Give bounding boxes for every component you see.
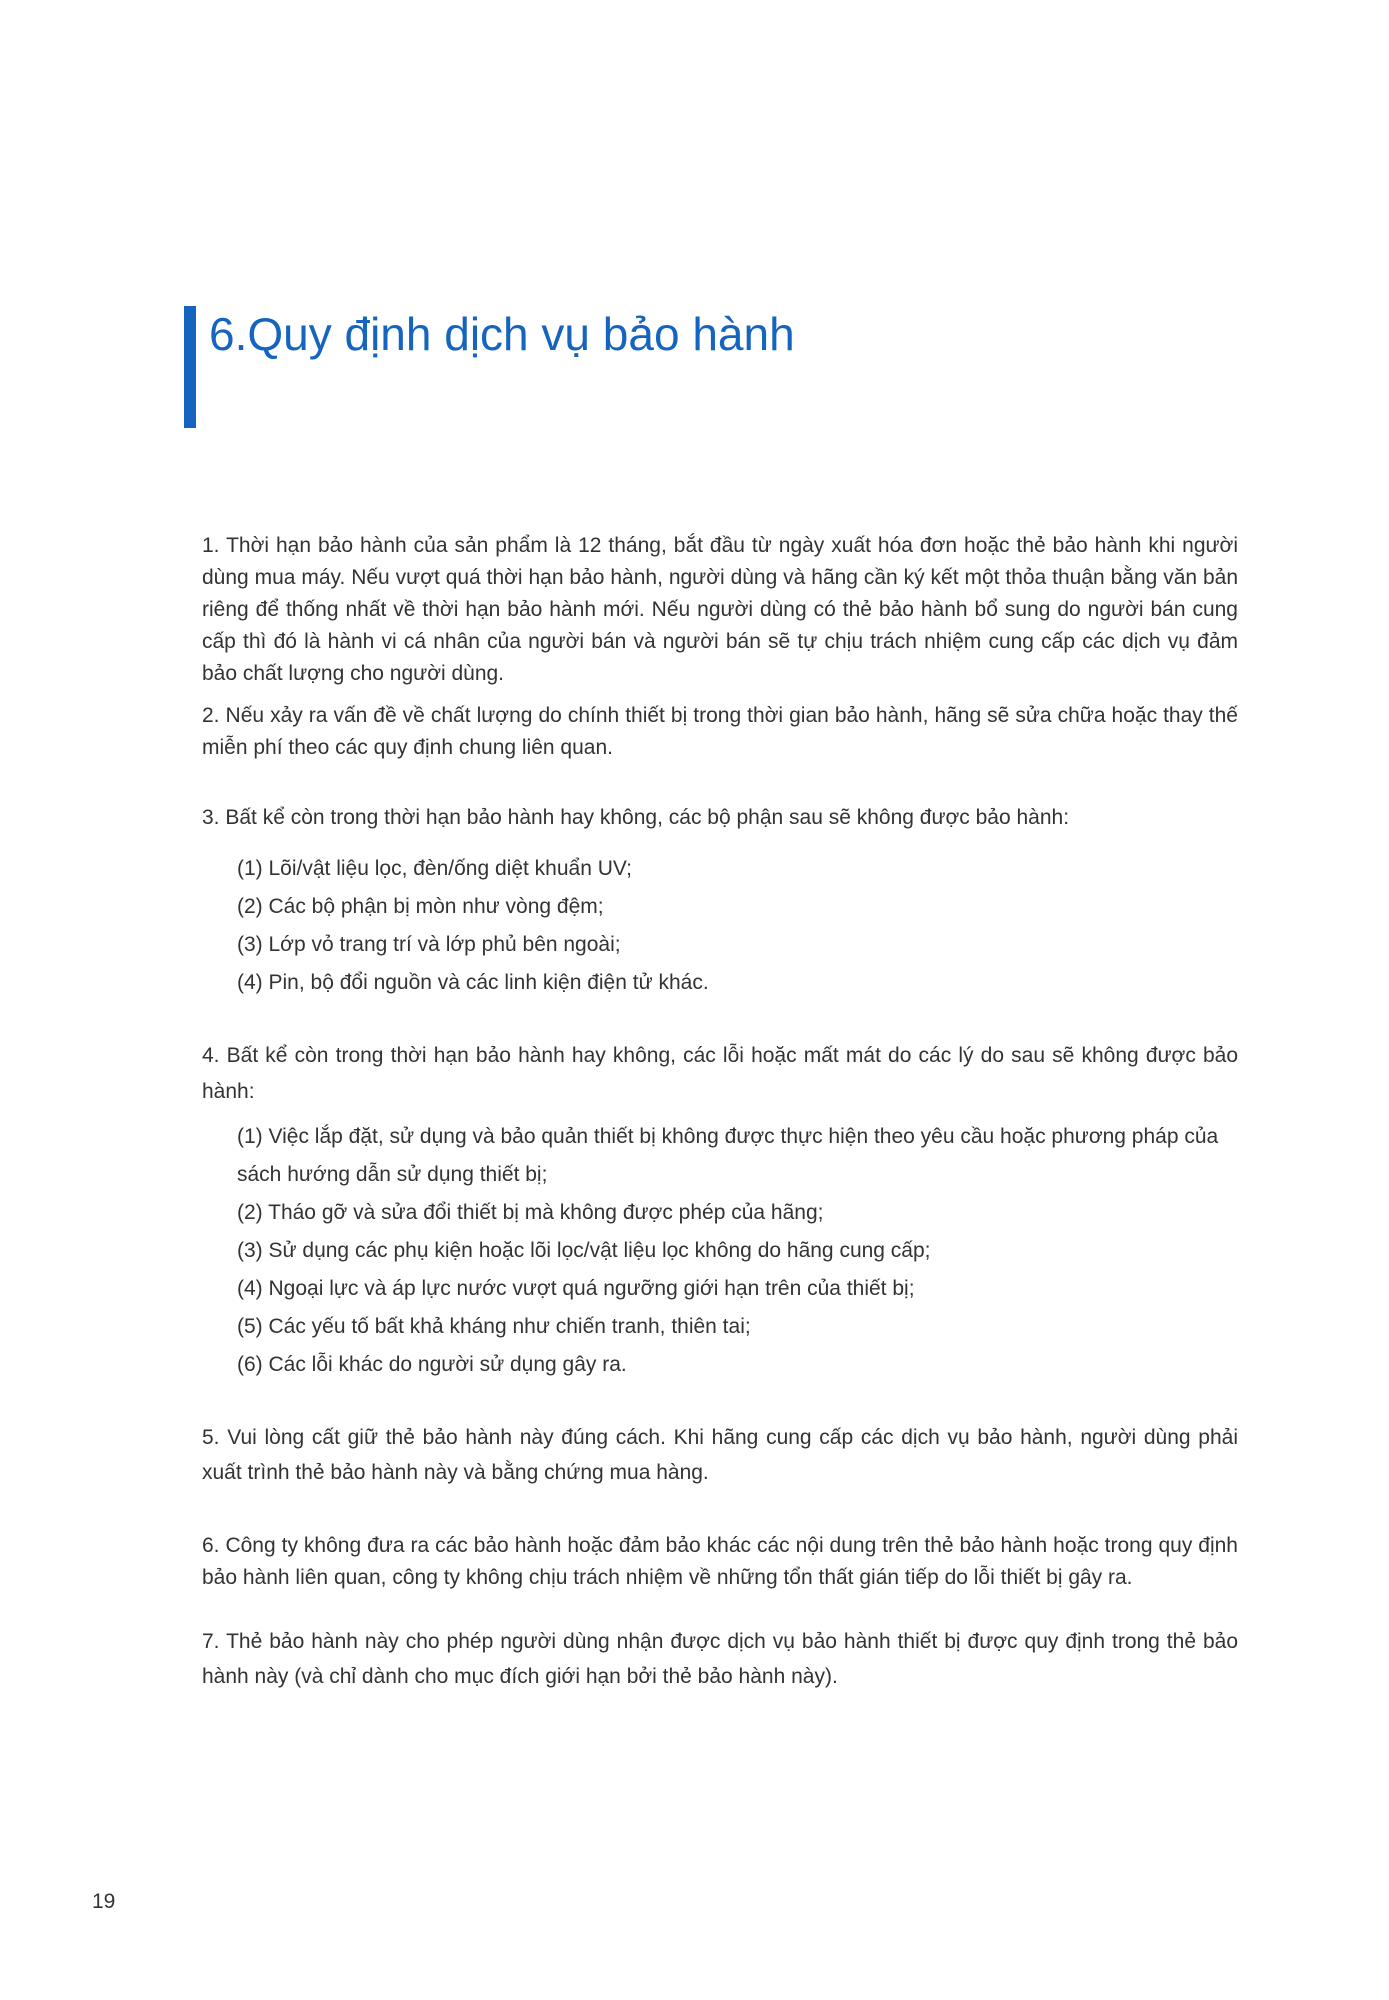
clause-3-list <box>202 850 1238 1002</box>
list-item: (1) Lõi/vật liệu lọc, đèn/ống diệt khuẩn UV; <box>237 857 632 880</box>
list-item: (4) Pin, bộ đổi nguồn và các linh kiện điện tử khác. <box>237 971 709 994</box>
list-item: (4) Ngoại lực và áp lực nước vượt quá ngưỡng giới hạn trên của thiết bị; <box>237 1277 915 1300</box>
page-number: 19 <box>92 1890 116 1913</box>
list-item: (3) Lớp vỏ trang trí và lớp phủ bên ngoài; <box>237 933 621 956</box>
clause-6: 6. Công ty không đưa ra các bảo hành hoặc đảm bảo khác các nội dung trên thẻ bảo hành hoặc trong quy định bảo hành liên quan, công ty không chịu trách nhiệm về những tổn thất gián tiếp do lỗi thiết bị gây ra. <box>202 1534 1238 1589</box>
list-item: (5) Các yếu tố bất khả kháng như chiến tranh, thiên tai; <box>237 1315 751 1338</box>
clause-4-list <box>202 1118 1238 1384</box>
clause-5: 5. Vui lòng cất giữ thẻ bảo hành này đúng cách. Khi hãng cung cấp các dịch vụ bảo hành, người dùng phải xuất trình thẻ bảo hành này và bằng chứng mua hàng. <box>202 1426 1238 1484</box>
clause-1: 1. Thời hạn bảo hành của sản phẩm là 12 tháng, bắt đầu từ ngày xuất hóa đơn hoặc thẻ bảo hành khi người dùng mua máy. Nếu vượt quá thời hạn bảo hành, người dùng và hãng cần ký kết một thỏa thuận bằng văn bản riêng để thống nhất về thời hạn bảo hành mới. Nếu người dùng có thẻ bảo hành bổ sung do người bán cung cấp thì đó là hành vi cá nhân của người bán và người bán sẽ tự chịu trách nhiệm cung cấp các dịch vụ đảm bảo chất lượng cho người dùng. <box>202 534 1238 685</box>
warranty-clauses <box>202 530 1238 1694</box>
page-title: 6.Quy định dịch vụ bảo hành <box>209 308 795 360</box>
clause-4-intro: 4. Bất kể còn trong thời hạn bảo hành hay không, các lỗi hoặc mất mát do các lý do sau sẽ không được bảo hành: <box>202 1044 1238 1103</box>
list-item: (2) Tháo gỡ và sửa đổi thiết bị mà không được phép của hãng; <box>237 1201 824 1224</box>
clause-7: 7. Thẻ bảo hành này cho phép người dùng nhận được dịch vụ bảo hành thiết bị được quy định trong thẻ bảo hành này (và chỉ dành cho mục đích giới hạn bởi thẻ bảo hành này). <box>202 1630 1238 1688</box>
list-item: (6) Các lỗi khác do người sử dụng gây ra. <box>237 1353 627 1376</box>
title-accent-bar <box>184 306 196 428</box>
clause-3-intro: 3. Bất kể còn trong thời hạn bảo hành hay không, các bộ phận sau sẽ không được bảo hành: <box>202 806 1070 829</box>
list-item: (3) Sử dụng các phụ kiện hoặc lõi lọc/vật liệu lọc không do hãng cung cấp; <box>237 1239 931 1262</box>
clause-2: 2. Nếu xảy ra vấn đề về chất lượng do chính thiết bị trong thời gian bảo hành, hãng sẽ sửa chữa hoặc thay thế miễn phí theo các quy định chung liên quan. <box>202 704 1238 759</box>
list-item: (2) Các bộ phận bị mòn như vòng đệm; <box>237 895 604 918</box>
list-item: (1) Việc lắp đặt, sử dụng và bảo quản thiết bị không được thực hiện theo yêu cầu hoặc phương pháp của sách hướng dẫn sử dụng thiết bị; <box>237 1125 1219 1186</box>
